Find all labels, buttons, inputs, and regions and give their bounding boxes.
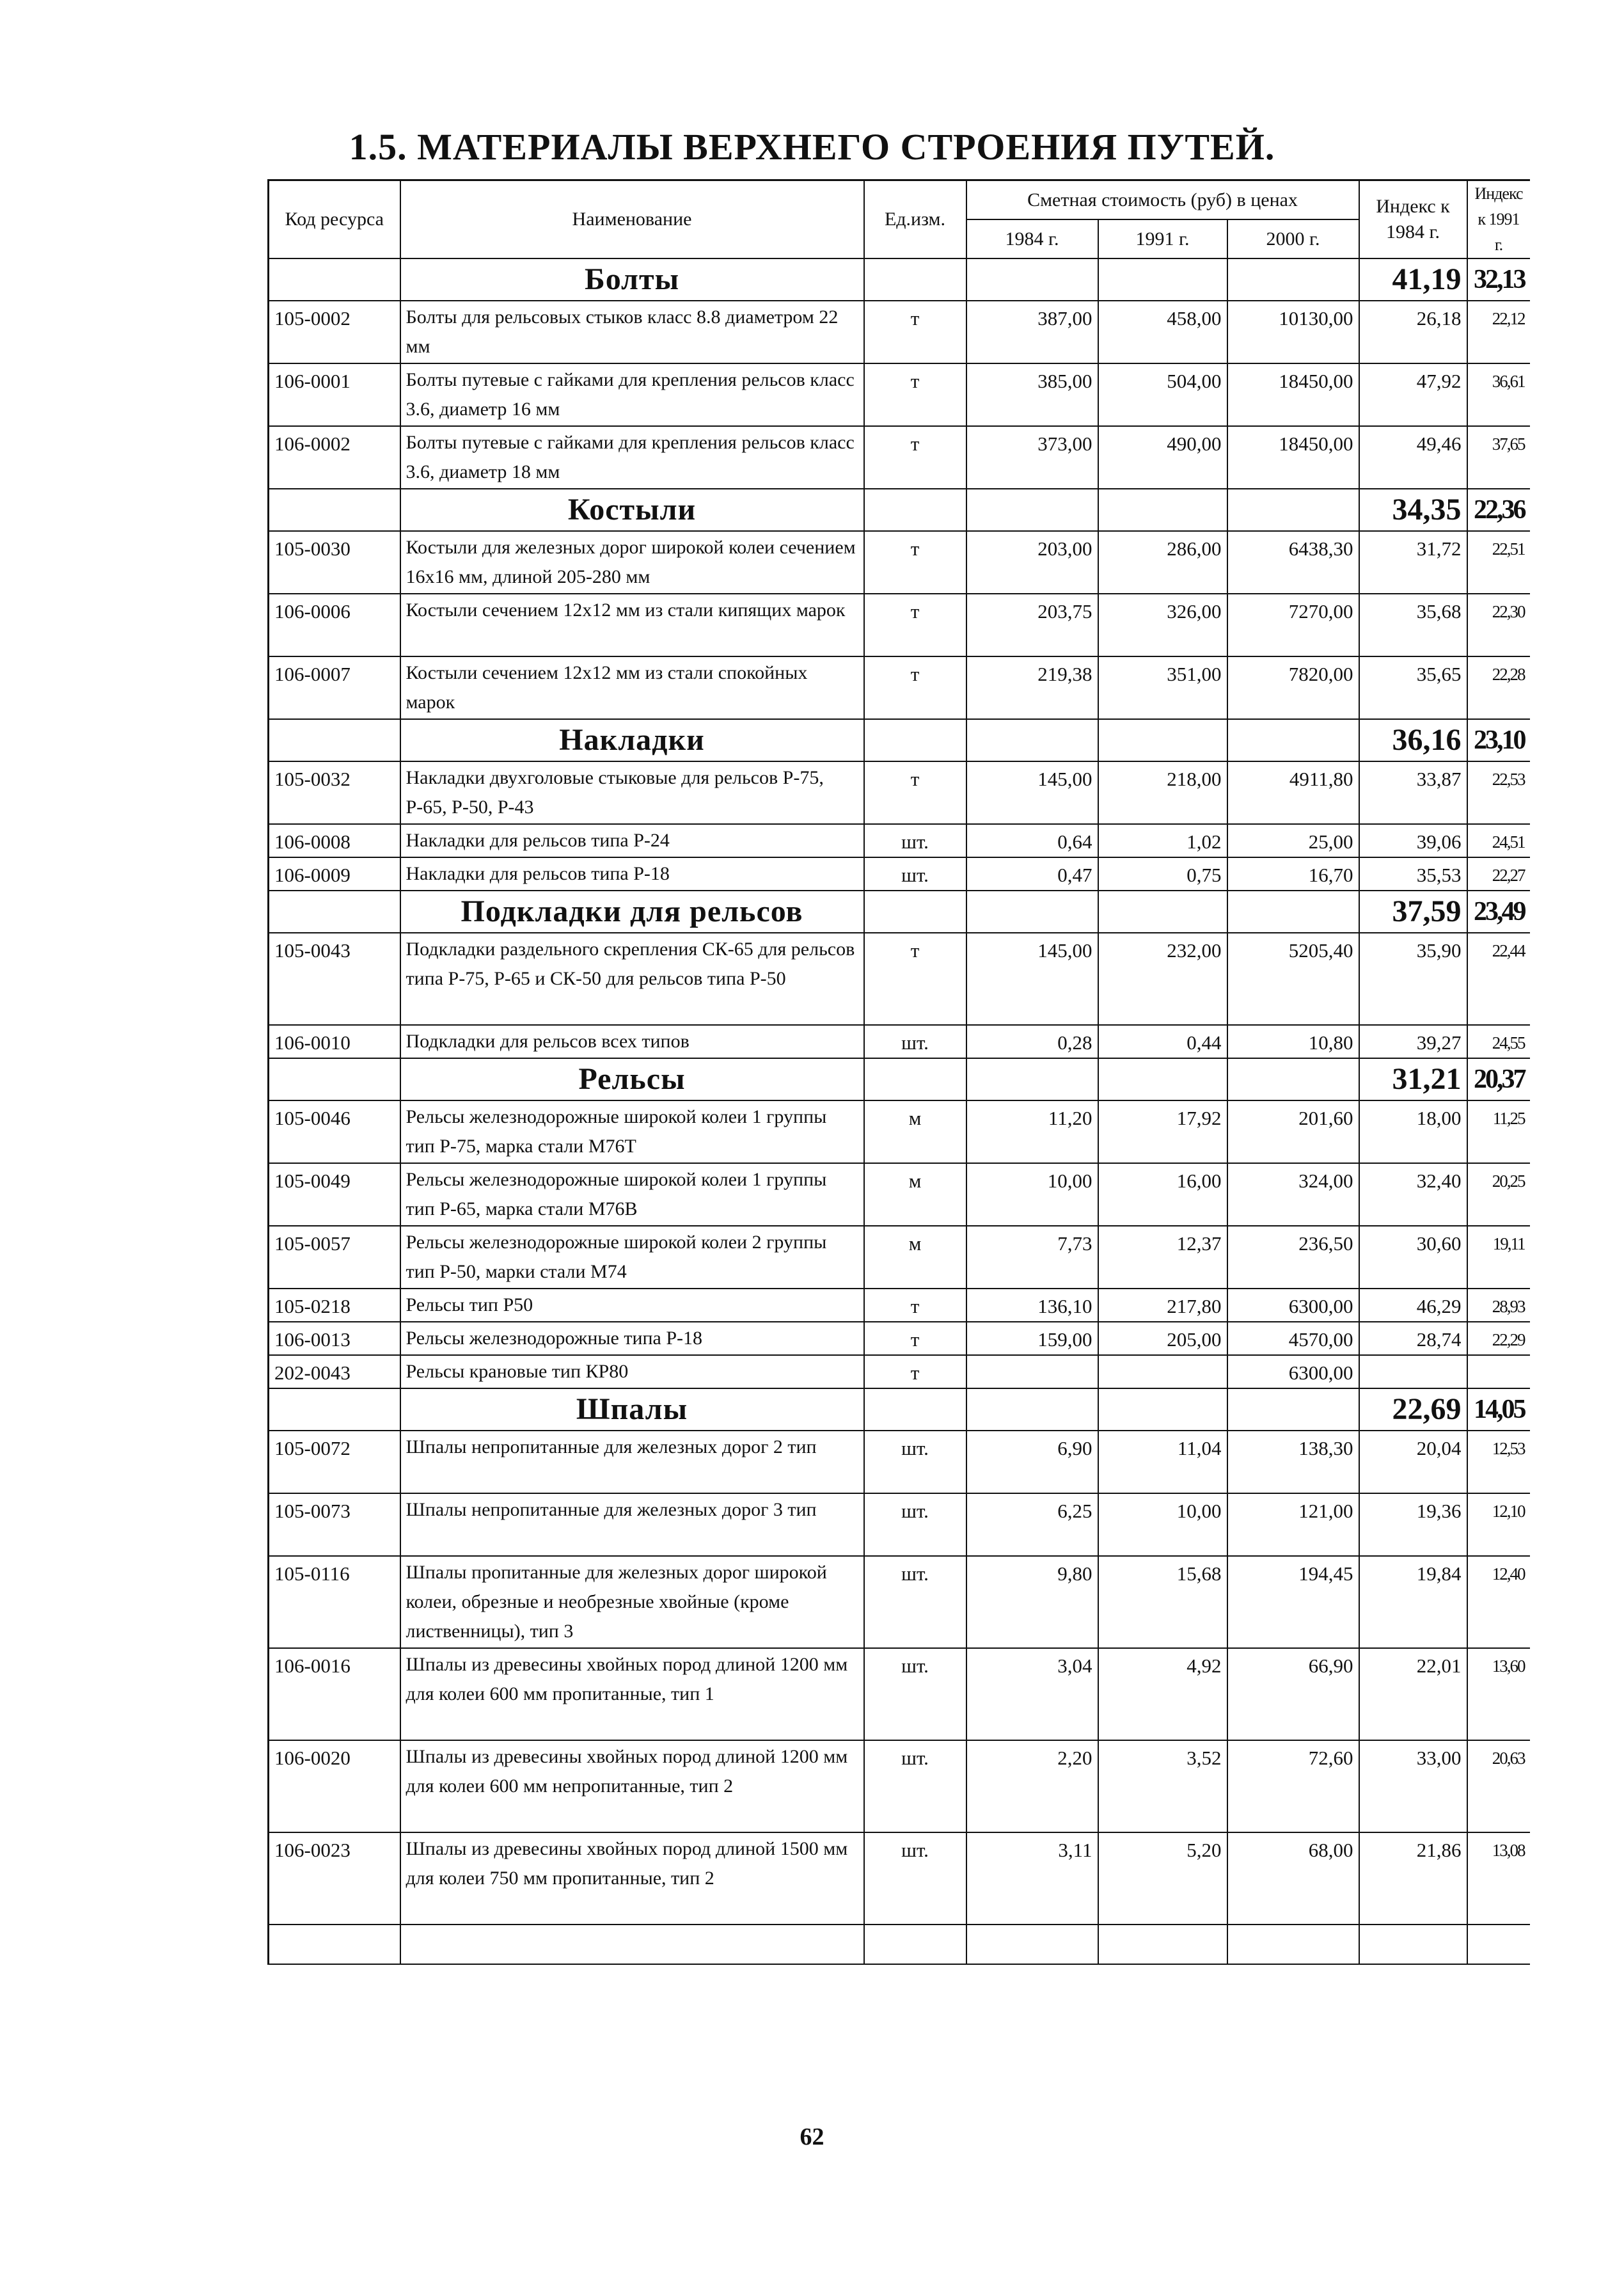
cost-1984: 0,64 <box>966 824 1098 857</box>
resource-code: 106-0006 <box>269 594 400 656</box>
unit-cell: м <box>864 1100 966 1163</box>
index-1984: 39,27 <box>1359 1025 1467 1058</box>
index-1991: 22,28 <box>1467 656 1530 719</box>
unit-cell: шт. <box>864 1832 966 1925</box>
resource-code: 105-0043 <box>269 933 400 1025</box>
index-1984: 35,53 <box>1359 857 1467 891</box>
resource-code: 105-0218 <box>269 1289 400 1322</box>
cost-2000: 68,00 <box>1227 1832 1359 1925</box>
cost-2000: 10130,00 <box>1227 301 1359 363</box>
section-index-1991: 20,37 <box>1467 1058 1530 1100</box>
section-cost-2000-cell <box>1227 1388 1359 1431</box>
empty-cell <box>1227 1925 1359 1964</box>
table-row <box>269 594 1530 656</box>
unit-cell: шт. <box>864 824 966 857</box>
cost-2000: 4911,80 <box>1227 761 1359 824</box>
table-row <box>269 1226 1530 1289</box>
section-title: Подкладки для рельсов <box>400 891 864 933</box>
unit-cell: т <box>864 531 966 594</box>
section-cost-1991-cell <box>1098 489 1227 531</box>
index-1984: 33,00 <box>1359 1740 1467 1832</box>
index-1991: 12,53 <box>1467 1431 1530 1493</box>
index-1991: 22,29 <box>1467 1322 1530 1355</box>
cost-1984: 145,00 <box>966 761 1098 824</box>
table-row <box>269 1493 1530 1556</box>
cost-2000: 7820,00 <box>1227 656 1359 719</box>
section-index-1991: 23,10 <box>1467 719 1530 761</box>
cost-1984: 6,25 <box>966 1493 1098 1556</box>
resource-name: Костыли для железных дорог широкой колеи сечением 16х16 мм, длиной 205-280 мм <box>400 531 864 594</box>
cost-1991: 3,52 <box>1098 1740 1227 1832</box>
unit-cell: шт. <box>864 1431 966 1493</box>
cost-1984 <box>966 1355 1098 1388</box>
cost-2000: 4570,00 <box>1227 1322 1359 1355</box>
cost-1984: 3,04 <box>966 1648 1098 1740</box>
resource-code: 202-0043 <box>269 1355 400 1388</box>
cost-1991: 0,75 <box>1098 857 1227 891</box>
section-index-1984: 31,21 <box>1359 1058 1467 1100</box>
index-1984: 19,36 <box>1359 1493 1467 1556</box>
materials-table <box>267 179 1530 1965</box>
table-row <box>269 301 1530 363</box>
unit-cell: т <box>864 933 966 1025</box>
cost-2000: 18450,00 <box>1227 363 1359 426</box>
section-code-cell <box>269 258 400 301</box>
unit-cell: шт. <box>864 1740 966 1832</box>
index-1991: 22,44 <box>1467 933 1530 1025</box>
section-unit-cell <box>864 719 966 761</box>
index-1984: 20,04 <box>1359 1431 1467 1493</box>
section-code-cell <box>269 1058 400 1100</box>
index-1991: 24,55 <box>1467 1025 1530 1058</box>
cost-1984: 7,73 <box>966 1226 1098 1289</box>
section-cost-1991-cell <box>1098 719 1227 761</box>
section-unit-cell <box>864 1388 966 1431</box>
cost-2000: 5205,40 <box>1227 933 1359 1025</box>
resource-code: 105-0072 <box>269 1431 400 1493</box>
section-index-1984: 41,19 <box>1359 258 1467 301</box>
resource-code: 105-0030 <box>269 531 400 594</box>
cost-1991: 490,00 <box>1098 426 1227 489</box>
cost-1991: 0,44 <box>1098 1025 1227 1058</box>
resource-code: 106-0016 <box>269 1648 400 1740</box>
cost-1984: 10,00 <box>966 1163 1098 1226</box>
unit-cell: шт. <box>864 1493 966 1556</box>
section-code-cell <box>269 719 400 761</box>
cost-1984: 2,20 <box>966 1740 1098 1832</box>
cost-1991: 5,20 <box>1098 1832 1227 1925</box>
section-cost-1984-cell <box>966 891 1098 933</box>
index-1984: 49,46 <box>1359 426 1467 489</box>
cost-2000: 16,70 <box>1227 857 1359 891</box>
unit-cell: шт. <box>864 857 966 891</box>
table-row <box>269 933 1530 1025</box>
section-cost-2000-cell <box>1227 891 1359 933</box>
table-row <box>269 1289 1530 1322</box>
section-cost-1984-cell <box>966 1058 1098 1100</box>
resource-code: 105-0032 <box>269 761 400 824</box>
section-code-cell <box>269 891 400 933</box>
cost-1991: 11,04 <box>1098 1431 1227 1493</box>
resource-code: 105-0057 <box>269 1226 400 1289</box>
unit-cell: т <box>864 1355 966 1388</box>
section-cost-1984-cell <box>966 489 1098 531</box>
cost-1991: 16,00 <box>1098 1163 1227 1226</box>
unit-cell: т <box>864 594 966 656</box>
cost-1984: 3,11 <box>966 1832 1098 1925</box>
table-row <box>269 363 1530 426</box>
resource-name: Шпалы из древесины хвойных пород длиной 1200 мм для колеи 600 мм непропитанные, тип 2 <box>400 1740 864 1832</box>
resource-name: Шпалы из древесины хвойных пород длиной 1500 мм для колеи 750 мм пропитанные, тип 2 <box>400 1832 864 1925</box>
table-row <box>269 1740 1530 1832</box>
section-header-row <box>269 891 1530 933</box>
index-1984: 35,90 <box>1359 933 1467 1025</box>
table-row <box>269 1431 1530 1493</box>
section-header-row <box>269 719 1530 761</box>
cost-1984: 219,38 <box>966 656 1098 719</box>
section-cost-1984-cell <box>966 1388 1098 1431</box>
unit-cell: т <box>864 301 966 363</box>
section-cost-1991-cell <box>1098 258 1227 301</box>
unit-cell: т <box>864 426 966 489</box>
cost-1984: 0,47 <box>966 857 1098 891</box>
index-1991: 22,12 <box>1467 301 1530 363</box>
resource-code: 106-0010 <box>269 1025 400 1058</box>
resource-code: 106-0001 <box>269 363 400 426</box>
cost-1991: 217,80 <box>1098 1289 1227 1322</box>
empty-cell <box>966 1925 1098 1964</box>
resource-name: Рельсы крановые тип КР80 <box>400 1355 864 1388</box>
cost-1984: 136,10 <box>966 1289 1098 1322</box>
header-name: Наименование <box>400 180 864 259</box>
index-1984: 35,65 <box>1359 656 1467 719</box>
unit-cell: т <box>864 363 966 426</box>
section-unit-cell <box>864 258 966 301</box>
index-1984: 33,87 <box>1359 761 1467 824</box>
resource-name: Рельсы тип Р50 <box>400 1289 864 1322</box>
cost-1984: 385,00 <box>966 363 1098 426</box>
section-code-cell <box>269 1388 400 1431</box>
section-cost-2000-cell <box>1227 719 1359 761</box>
section-header-row <box>269 258 1530 301</box>
unit-cell: т <box>864 761 966 824</box>
index-1991: 36,61 <box>1467 363 1530 426</box>
section-cost-1991-cell <box>1098 891 1227 933</box>
section-title: Рельсы <box>400 1058 864 1100</box>
resource-name: Подкладки раздельного скрепления СК-65 для рельсов типа Р-75, Р-65 и СК-50 для рельсов типа Р-50 <box>400 933 864 1025</box>
resource-name: Рельсы железнодорожные широкой колеи 1 группы тип Р-65, марка стали М76В <box>400 1163 864 1226</box>
table-row <box>269 1832 1530 1925</box>
index-1984: 22,01 <box>1359 1648 1467 1740</box>
table-row <box>269 761 1530 824</box>
section-header-row <box>269 1388 1530 1431</box>
resource-name: Шпалы непропитанные для железных дорог 2 тип <box>400 1431 864 1493</box>
unit-cell: т <box>864 656 966 719</box>
unit-cell: м <box>864 1226 966 1289</box>
index-1984: 39,06 <box>1359 824 1467 857</box>
section-code-cell <box>269 489 400 531</box>
page-number: 62 <box>800 2123 824 2150</box>
cost-1984: 203,00 <box>966 531 1098 594</box>
table-row <box>269 857 1530 891</box>
index-1984: 31,72 <box>1359 531 1467 594</box>
index-1991: 20,63 <box>1467 1740 1530 1832</box>
index-1984: 19,84 <box>1359 1556 1467 1648</box>
index-1984: 35,68 <box>1359 594 1467 656</box>
cost-2000: 6300,00 <box>1227 1355 1359 1388</box>
cost-1991: 15,68 <box>1098 1556 1227 1648</box>
cost-2000: 6300,00 <box>1227 1289 1359 1322</box>
cost-2000: 25,00 <box>1227 824 1359 857</box>
cost-1991: 205,00 <box>1098 1322 1227 1355</box>
resource-name: Накладки для рельсов типа Р-18 <box>400 857 864 891</box>
index-1984: 46,29 <box>1359 1289 1467 1322</box>
table-row <box>269 1322 1530 1355</box>
section-header-row <box>269 1058 1530 1100</box>
cost-1991: 12,37 <box>1098 1226 1227 1289</box>
section-cost-2000-cell <box>1227 1058 1359 1100</box>
section-index-1984: 37,59 <box>1359 891 1467 933</box>
table-row <box>269 1648 1530 1740</box>
section-title: Болты <box>400 258 864 301</box>
section-cost-1984-cell <box>966 719 1098 761</box>
header-unit: Ед.изм. <box>864 180 966 259</box>
section-index-1984: 36,16 <box>1359 719 1467 761</box>
table-row <box>269 531 1530 594</box>
resource-name: Болты путевые с гайками для крепления рельсов класс 3.6, диаметр 18 мм <box>400 426 864 489</box>
cost-2000: 72,60 <box>1227 1740 1359 1832</box>
header-2000: 2000 г. <box>1227 219 1359 258</box>
section-cost-2000-cell <box>1227 489 1359 531</box>
cost-1991: 351,00 <box>1098 656 1227 719</box>
section-title: Шпалы <box>400 1388 864 1431</box>
table-row <box>269 656 1530 719</box>
section-index-1991: 23,49 <box>1467 891 1530 933</box>
cost-1991: 326,00 <box>1098 594 1227 656</box>
resource-code: 106-0008 <box>269 824 400 857</box>
table-end-row <box>269 1925 1530 1964</box>
cost-2000: 236,50 <box>1227 1226 1359 1289</box>
index-1991: 20,25 <box>1467 1163 1530 1226</box>
unit-cell: т <box>864 1322 966 1355</box>
resource-code: 105-0116 <box>269 1556 400 1648</box>
unit-cell: т <box>864 1289 966 1322</box>
index-1984: 28,74 <box>1359 1322 1467 1355</box>
cost-2000: 201,60 <box>1227 1100 1359 1163</box>
resource-code: 106-0007 <box>269 656 400 719</box>
cost-1991 <box>1098 1355 1227 1388</box>
resource-name: Рельсы железнодорожные широкой колеи 2 группы тип Р-50, марки стали М74 <box>400 1226 864 1289</box>
section-cost-1984-cell <box>966 258 1098 301</box>
cost-2000: 7270,00 <box>1227 594 1359 656</box>
cost-1991: 218,00 <box>1098 761 1227 824</box>
unit-cell: м <box>864 1163 966 1226</box>
section-unit-cell <box>864 1058 966 1100</box>
index-1991: 12,40 <box>1467 1556 1530 1648</box>
empty-cell <box>1359 1925 1467 1964</box>
table-row <box>269 1163 1530 1226</box>
cost-2000: 194,45 <box>1227 1556 1359 1648</box>
table-row <box>269 1556 1530 1648</box>
resource-code: 106-0002 <box>269 426 400 489</box>
unit-cell: шт. <box>864 1648 966 1740</box>
section-title: Костыли <box>400 489 864 531</box>
cost-1991: 232,00 <box>1098 933 1227 1025</box>
cost-2000: 121,00 <box>1227 1493 1359 1556</box>
page-title: 1.5. МАТЕРИАЛЫ ВЕРХНЕГО СТРОЕНИЯ ПУТЕЙ. <box>349 126 1275 168</box>
resource-code: 106-0023 <box>269 1832 400 1925</box>
table-row <box>269 1025 1530 1058</box>
resource-name: Рельсы железнодорожные широкой колеи 1 группы тип Р-75, марка стали М76Т <box>400 1100 864 1163</box>
resource-code: 105-0073 <box>269 1493 400 1556</box>
section-unit-cell <box>864 891 966 933</box>
index-1991: 24,51 <box>1467 824 1530 857</box>
index-1984: 30,60 <box>1359 1226 1467 1289</box>
resource-name: Рельсы железнодорожные типа Р-18 <box>400 1322 864 1355</box>
unit-cell: шт. <box>864 1025 966 1058</box>
cost-1991: 1,02 <box>1098 824 1227 857</box>
section-header-row <box>269 489 1530 531</box>
cost-1991: 458,00 <box>1098 301 1227 363</box>
cost-1984: 6,90 <box>966 1431 1098 1493</box>
cost-1984: 0,28 <box>966 1025 1098 1058</box>
cost-1984: 159,00 <box>966 1322 1098 1355</box>
index-1991: 22,51 <box>1467 531 1530 594</box>
resource-code: 106-0020 <box>269 1740 400 1832</box>
section-unit-cell <box>864 489 966 531</box>
empty-cell <box>269 1925 400 1964</box>
resource-code: 105-0046 <box>269 1100 400 1163</box>
cost-1984: 11,20 <box>966 1100 1098 1163</box>
cost-1984: 203,75 <box>966 594 1098 656</box>
cost-1991: 286,00 <box>1098 531 1227 594</box>
index-1991: 22,53 <box>1467 761 1530 824</box>
cost-2000: 138,30 <box>1227 1431 1359 1493</box>
cost-1984: 373,00 <box>966 426 1098 489</box>
resource-name: Шпалы из древесины хвойных пород длиной 1200 мм для колеи 600 мм пропитанные, тип 1 <box>400 1648 864 1740</box>
index-1991: 13,60 <box>1467 1648 1530 1740</box>
index-1991: 11,25 <box>1467 1100 1530 1163</box>
section-index-1991: 14,05 <box>1467 1388 1530 1431</box>
index-1991: 22,30 <box>1467 594 1530 656</box>
index-1984: 47,92 <box>1359 363 1467 426</box>
section-title: Накладки <box>400 719 864 761</box>
section-index-1991: 32,13 <box>1467 258 1530 301</box>
section-index-1984: 22,69 <box>1359 1388 1467 1431</box>
index-1984: 21,86 <box>1359 1832 1467 1925</box>
resource-name: Костыли сечением 12х12 мм из стали спокойных марок <box>400 656 864 719</box>
table-row <box>269 824 1530 857</box>
index-1984: 26,18 <box>1359 301 1467 363</box>
section-cost-2000-cell <box>1227 258 1359 301</box>
cost-1991: 4,92 <box>1098 1648 1227 1740</box>
table-row <box>269 1355 1530 1388</box>
cost-1991: 10,00 <box>1098 1493 1227 1556</box>
header-code: Код ресурса <box>269 180 400 259</box>
empty-cell <box>1098 1925 1227 1964</box>
index-1991: 13,08 <box>1467 1832 1530 1925</box>
header-index-1984: Индекс к 1984 г. <box>1359 180 1467 259</box>
resource-name: Подкладки для рельсов всех типов <box>400 1025 864 1058</box>
resource-name: Накладки двухголовые стыковые для рельсов Р-75, Р-65, Р-50, Р-43 <box>400 761 864 824</box>
index-1991: 37,65 <box>1467 426 1530 489</box>
cost-2000: 6438,30 <box>1227 531 1359 594</box>
resource-name: Болты для рельсовых стыков класс 8.8 диаметром 22 мм <box>400 301 864 363</box>
index-1984: 18,00 <box>1359 1100 1467 1163</box>
resource-code: 106-0009 <box>269 857 400 891</box>
section-index-1991: 22,36 <box>1467 489 1530 531</box>
index-1991: 19,11 <box>1467 1226 1530 1289</box>
section-cost-1991-cell <box>1098 1058 1227 1100</box>
header-row-1 <box>269 180 1530 220</box>
index-1984: 32,40 <box>1359 1163 1467 1226</box>
cost-2000: 18450,00 <box>1227 426 1359 489</box>
header-cost-group: Сметная стоимость (руб) в ценах <box>966 180 1359 220</box>
resource-code: 105-0002 <box>269 301 400 363</box>
cost-1984: 387,00 <box>966 301 1098 363</box>
section-index-1984: 34,35 <box>1359 489 1467 531</box>
resource-name: Болты путевые с гайками для крепления рельсов класс 3.6, диаметр 16 мм <box>400 363 864 426</box>
resource-code: 105-0049 <box>269 1163 400 1226</box>
resource-code: 106-0013 <box>269 1322 400 1355</box>
header-index-1991: Индекс к 1991 г. <box>1467 180 1530 259</box>
header-1984: 1984 г. <box>966 219 1098 258</box>
cost-1984: 145,00 <box>966 933 1098 1025</box>
cost-2000: 66,90 <box>1227 1648 1359 1740</box>
index-1991 <box>1467 1355 1530 1388</box>
resource-name: Накладки для рельсов типа Р-24 <box>400 824 864 857</box>
index-1991: 12,10 <box>1467 1493 1530 1556</box>
cost-2000: 324,00 <box>1227 1163 1359 1226</box>
resource-name: Шпалы пропитанные для железных дорог широкой колеи, обрезные и необрезные хвойные (кроме лиственницы), тип 3 <box>400 1556 864 1648</box>
cost-1991: 17,92 <box>1098 1100 1227 1163</box>
section-cost-1991-cell <box>1098 1388 1227 1431</box>
index-1984 <box>1359 1355 1467 1388</box>
empty-cell <box>400 1925 864 1964</box>
cost-2000: 10,80 <box>1227 1025 1359 1058</box>
index-1991: 22,27 <box>1467 857 1530 891</box>
resource-name: Шпалы непропитанные для железных дорог 3 тип <box>400 1493 864 1556</box>
table-row <box>269 1100 1530 1163</box>
index-1991: 28,93 <box>1467 1289 1530 1322</box>
table-row <box>269 426 1530 489</box>
header-1991: 1991 г. <box>1098 219 1227 258</box>
empty-cell <box>1467 1925 1530 1964</box>
unit-cell: шт. <box>864 1556 966 1648</box>
empty-cell <box>864 1925 966 1964</box>
cost-1984: 9,80 <box>966 1556 1098 1648</box>
resource-name: Костыли сечением 12х12 мм из стали кипящих марок <box>400 594 864 656</box>
cost-1991: 504,00 <box>1098 363 1227 426</box>
